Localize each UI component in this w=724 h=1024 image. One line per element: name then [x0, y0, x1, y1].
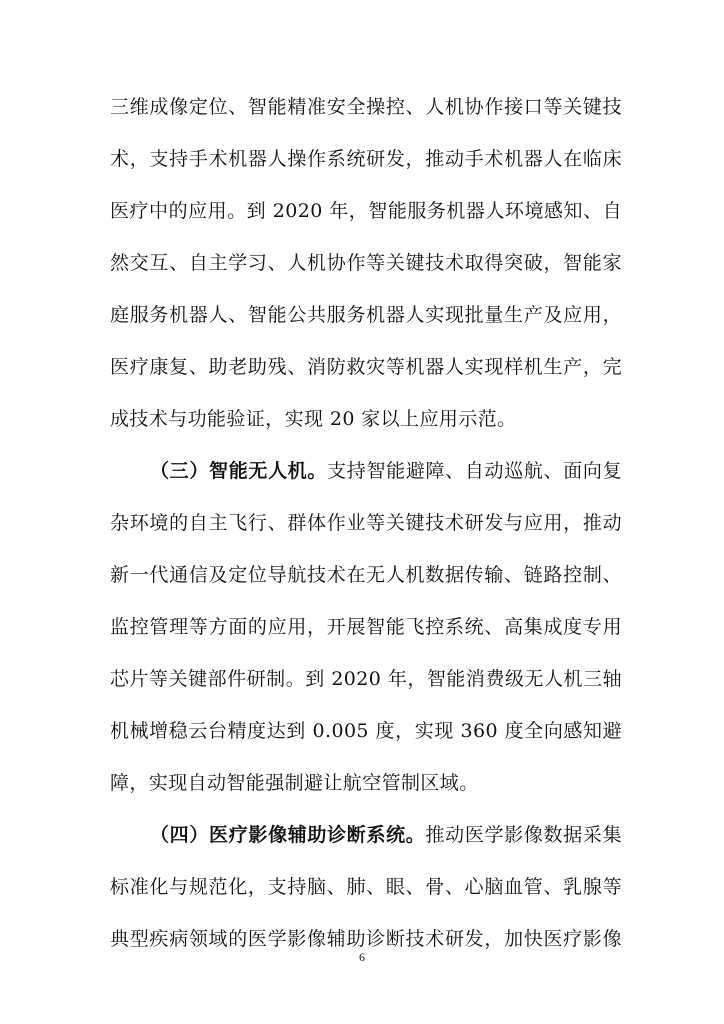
text-line: 然交互、自主学习、人机协作等关键技术取得突破，智能家 [110, 252, 622, 274]
section-4-text: 推动医学影像数据采集 [425, 824, 622, 846]
section-3-heading: （三）智能无人机。 [150, 460, 328, 482]
section-3-text: 支持智能避障、自动巡航、面向复 [327, 460, 622, 482]
text-line: 标准化与规范化，支持脑、肺、眼、骨、心脑血管、乳腺等 [110, 876, 622, 898]
text-line: 三维成像定位、智能精准安全操控、人机协作接口等关键技 [110, 96, 622, 118]
section-4-first-line [150, 822, 622, 848]
text-line: 医疗中的应用。到 2020 年，智能服务机器人环境感知、自 [110, 200, 622, 222]
page-number: 6 [359, 950, 365, 964]
text-line: 庭服务机器人、智能公共服务机器人实现批量生产及应用， [110, 304, 622, 326]
text-line: 芯片等关键部件研制。到 2020 年，智能消费级无人机三轴 [110, 668, 622, 690]
text-line: 典型疾病领域的医学影像辅助诊断技术研发，加快医疗影像 [110, 928, 622, 950]
text-line: 机械增稳云台精度达到 0.005 度，实现 360 度全向感知避 [110, 720, 622, 742]
text-line: 监控管理等方面的应用，开展智能飞控系统、高集成度专用 [110, 616, 622, 638]
text-line: 成技术与功能验证，实现 20 家以上应用示范。 [110, 408, 517, 430]
section-4-heading: （四）医疗影像辅助诊断系统。 [150, 824, 426, 846]
text-line: 医疗康复、助老助残、消防救灾等机器人实现样机生产，完 [110, 356, 622, 378]
text-line: 术，支持手术机器人操作系统研发，推动手术机器人在临床 [110, 148, 622, 170]
text-line: 杂环境的自主飞行、群体作业等关键技术研发与应用，推动 [110, 512, 622, 534]
text-line: 障，实现自动智能强制避让航空管制区域。 [110, 772, 479, 794]
section-3-first-line [150, 458, 622, 484]
text-line: 新一代通信及定位导航技术在无人机数据传输、链路控制、 [110, 564, 622, 586]
